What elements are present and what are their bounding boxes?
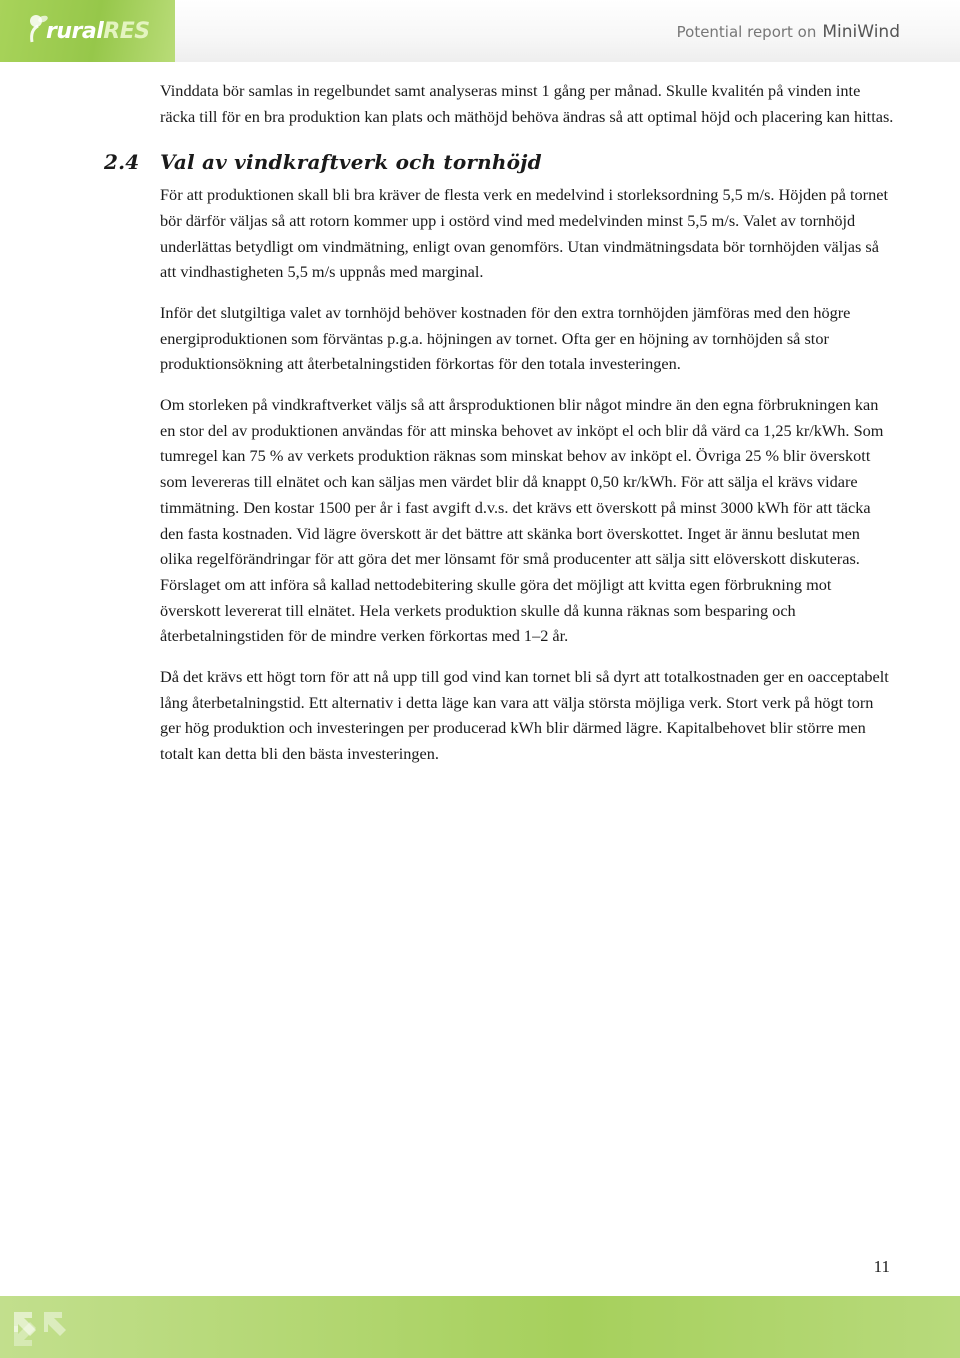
intro-paragraph: Vinddata bör samlas in regelbundet samt analyseras minst 1 gång per månad. Skulle kvalitén på vinden inte räcka till för en bra produktion kan plats och mäthöjd behöva ändras så att optimal höjd och placering kan hittas.: [160, 81, 894, 126]
section-title: Val av vindkraftverk och tornhöjd: [160, 150, 542, 175]
body-paragraph: Inför det slutgiltiga valet av tornhöjd behöver kostnaden för den extra tornhöjden jämföras med den högre energiproduktionen som förväntas p.g.a. höjningen av tornet. Ofta ger en höjning av tornhöjden så stor produktionsökning att återbetalningstiden förkortas för den totala investeringen.: [160, 302, 851, 374]
body-paragraph: Då det krävs ett högt torn för att nå upp till god vind kan tornet bli så dyrt att totalkostnaden ger en oacceptabelt lång återbetalningstid. Ett alternativ i detta läge kan vara att välja största möjliga verk. Stort verk på högt torn ger hög produktion och investeringen per producerad kWh blir därmed lägre. Kapitalbehovet blir större men totalt kan detta bli den bästa investeringen.: [160, 667, 889, 764]
report-title-prefix: Potential report on: [676, 23, 817, 41]
body-paragraph: För att produktionen skall bli bra kräver de flesta verk en medelvind i storleksordning 5,5 m/s. Höjden på tornet bör därför väljas så att rotorn kommer upp i ostörd vind med medelvinden minst 5,5 m/s. Valet av tornhöjd underlättas betydligt om vindmätning, enligt ovan genomförs. Utan vindmätningsdata bör tornhöjden väljas så att vindhastigheten 5,5 m/s uppnås med marginal.: [160, 185, 888, 282]
ruralres-logo: [0, 0, 175, 62]
header-band: [175, 0, 960, 62]
logo-wordmark: ruralRES: [46, 19, 150, 44]
report-title-brand: MiniWind: [822, 22, 900, 42]
arrows-icon: [10, 1306, 70, 1351]
section-heading: [104, 150, 895, 176]
page-number: 11: [873, 1257, 890, 1276]
page-header: [0, 0, 960, 62]
section-number: 2.4: [104, 150, 140, 175]
body-paragraph: Om storleken på vindkraftverket väljs så att årsproduktionen blir något mindre än den egna förbrukningen kan en stor del av produktionen användas för att minska behovet av inköpt el och blir då värd ca 1,25 kr/kWh. Som tumregel kan 75 % av verkets produktion räknas som minskat behov av inköpt el. Övriga 25 % blir överskott som levereras till elnätet och kan säljas men värdet blir då knappt 0,50 kr/kWh. För att sälja el krävs vidare timmätning. Den kostar 1500 per år i fast avgift d.v.s. det krävs ett överskott på minst 3000 kWh för att täcka den fasta kostnaden. Vid lägre överskott är det bättre att skänka bort överskottet. Inget är ännu beslutat men olika regelförändringar för att göra det mer lönsamt för små producenter att sälja sitt elöverskott diskuteras. Förslaget om att införa så kallad nettodebitering skulle göra det möjligt att kvitta egen förbrukning mot överskott levererat till elnätet. Hela verkets produktion skulle då kunna räknas som besparing och återbetalningstiden för de mindre verken förkortas med 1–2 år.: [160, 395, 884, 646]
report-title: [677, 22, 900, 42]
footer-bar: [0, 1296, 960, 1358]
page-content: [104, 78, 895, 782]
